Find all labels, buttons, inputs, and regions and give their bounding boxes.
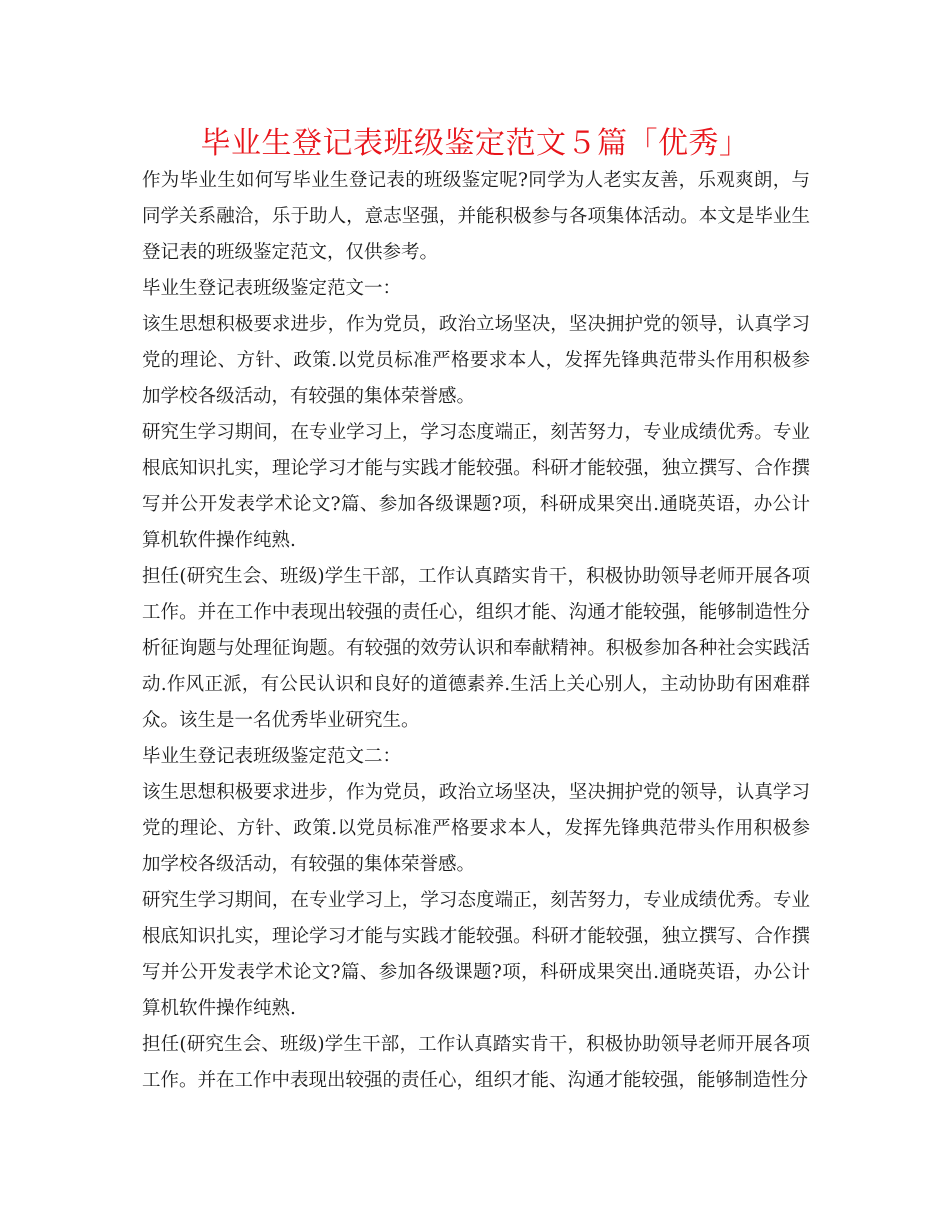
intro-paragraph: 作为毕业生如何写毕业生登记表的班级鉴定呢?同学为人老实友善，乐观爽朗，与同学关系融洽，乐于助人，意志坚强，并能积极参与各项集体活动。本文是毕业生登记表的班级鉴定范文，仅供参考。 (142, 170, 810, 263)
document-title: 毕业生登记表班级鉴定范文５篇「优秀」 (200, 126, 750, 161)
section-heading-two: 毕业生登记表班级鉴定范文二： (142, 746, 402, 767)
section-heading-one: 毕业生登记表班级鉴定范文一： (142, 278, 402, 299)
body-paragraph: 担任(研究生会、班级)学生干部，工作认真踏实肯干，积极协助领导老师开展各项工作。并在工作中表现出较强的责任心，组织才能、沟通才能较强，能够制造性分析征询题与处理征询题。有较强的效劳认识和奉献精神。积极参加各种社会实践活动.作风正派，有公民认识和良好的道德素养.生活上关心别人，主动协助有困难群众。该生是一名优秀毕业研究生。 (142, 566, 810, 731)
body-paragraph: 研究生学习期间，在专业学习上，学习态度端正，刻苦努力，专业成绩优秀。专业根底知识扎实，理论学习才能与实践才能较强。科研才能较强，独立撰写、合作撰写并公开发表学术论文?篇、参加各级课题?项，科研成果突出.通晓英语，办公计算机软件操作纯熟. (142, 422, 810, 551)
body-paragraph: 担任(研究生会、班级)学生干部，工作认真踏实肯干，积极协助领导老师开展各项工作。并在工作中表现出较强的责任心，组织才能、沟通才能较强，能够制造性分 (142, 1034, 810, 1091)
body-paragraph: 研究生学习期间，在专业学习上，学习态度端正，刻苦努力，专业成绩优秀。专业根底知识扎实，理论学习才能与实践才能较强。科研才能较强，独立撰写、合作撰写并公开发表学术论文?篇、参加各级课题?项，科研成果突出.通晓英语，办公计算机软件操作纯熟. (142, 890, 810, 1019)
body-paragraph: 该生思想积极要求进步，作为党员，政治立场坚决，坚决拥护党的领导，认真学习党的理论、方针、政策.以党员标准严格要求本人，发挥先锋典范带头作用积极参加学校各级活动，有较强的集体荣誉感。 (142, 782, 810, 875)
document-body (142, 163, 810, 1099)
body-paragraph: 该生思想积极要求进步，作为党员，政治立场坚决，坚决拥护党的领导，认真学习党的理论、方针、政策.以党员标准严格要求本人，发挥先锋典范带头作用积极参加学校各级活动，有较强的集体荣誉感。 (142, 314, 810, 407)
